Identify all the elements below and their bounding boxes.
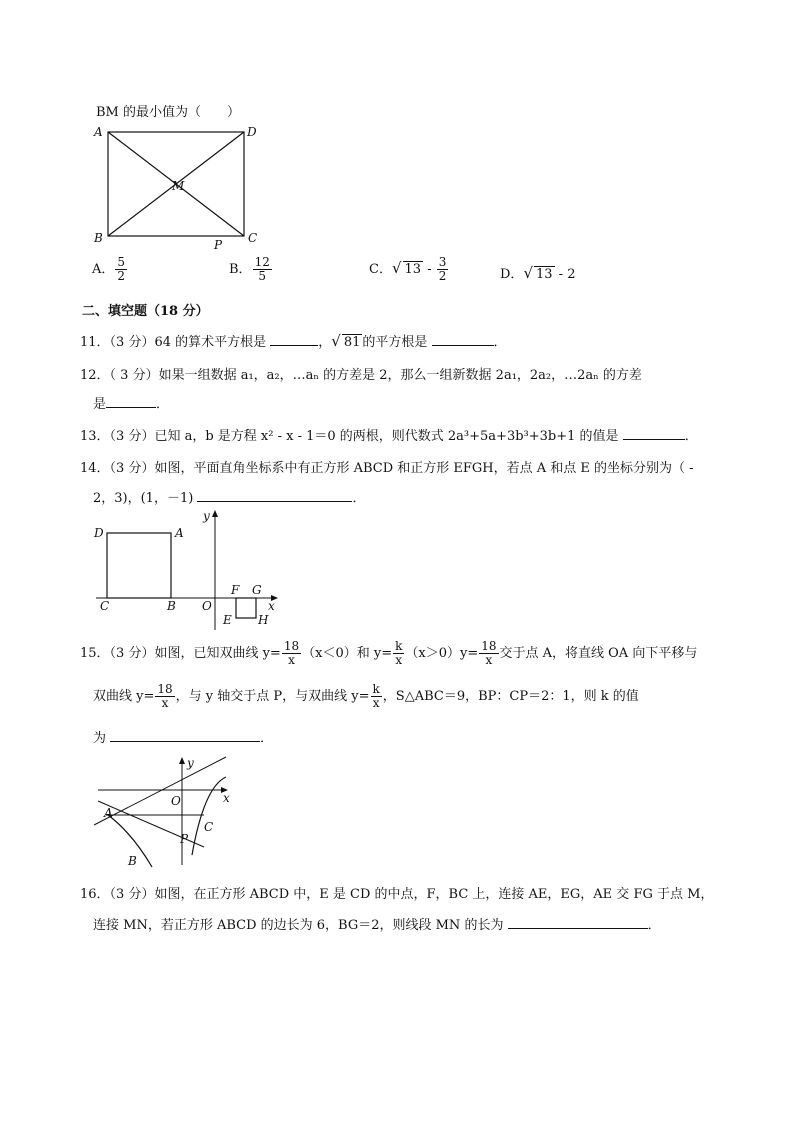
q15-hyperbola-figure — [92, 755, 242, 870]
square-abcd — [107, 533, 171, 598]
label-D: D — [247, 125, 257, 139]
q16-blank — [508, 916, 648, 929]
q12-line1: 12．（ 3 分）如果一组数据 a₁，a₂，…aₙ 的方差是 2，那么一组新数据 2a₁，2a₂，…2aₙ 的方差 — [80, 368, 642, 383]
line-bc — [98, 801, 204, 847]
label-H: H — [258, 613, 269, 627]
label-y: y — [203, 509, 210, 523]
q16-line1: 16．（3 分）如图，在正方形 ABCD 中，E 是 CD 的中点，F，BC 上，连接 AE，EG，AE 交 FG 于点 M， — [80, 887, 714, 902]
q14-coordinate-figure — [90, 506, 290, 634]
q10-rectangle-figure — [88, 118, 263, 250]
label-C: C — [100, 599, 110, 613]
label-M: M — [172, 179, 185, 193]
label-O: O — [171, 794, 181, 808]
q11-blank-1 — [270, 333, 318, 346]
q12-blank — [106, 395, 156, 408]
label-y: y — [187, 756, 194, 770]
label-A: A — [175, 526, 184, 540]
label-A: A — [104, 806, 113, 820]
q15-line2: 双曲线 y= $\frac{18}{x}$ ，与 y 轴交于点 P，与双曲线 y= $\frac{k}{x}$ ，S△ABC＝9，BP：CP＝2：1，则 k 的值 — [93, 682, 639, 710]
label-x: x — [268, 599, 275, 613]
q12-line2: 是 ． — [93, 397, 170, 412]
q11: 11．（3 分）64 的算术平方根是 ，√ 81 的平方根是 ． — [80, 332, 507, 350]
q10-option-b: B． $\frac{12}{5}$ — [229, 255, 270, 283]
label-E: E — [223, 613, 232, 627]
label-P: P — [180, 832, 189, 846]
section-title: 二、填空题（18 分） — [82, 304, 209, 319]
q14-line1: 14．（3 分）如图，平面直角坐标系中有正方形 ABCD 和正方形 EFGH，若点 A 和点 E 的坐标分别为（ - — [80, 461, 694, 476]
label-D: D — [94, 526, 104, 540]
y-axis-arrow — [179, 757, 185, 764]
q11-blank-2 — [432, 333, 494, 346]
label-C: C — [248, 231, 258, 245]
q15-blank — [110, 729, 260, 742]
q16-line2: 连接 MN，若正方形 ABCD 的边长为 6，BG＝2，则线段 MN 的长为 ． — [93, 918, 661, 933]
hyperbola-right — [192, 777, 226, 855]
square-efgh — [236, 598, 256, 618]
q13-blank — [623, 427, 685, 440]
label-B: B — [167, 599, 176, 613]
q10-option-a: A． $\frac{5}{2}$ — [92, 255, 126, 283]
q15-line1: 15．（3 分）如图，已知双曲线 y= $\frac{18}{x}$ （x＜0）和 y= $\frac{k}{x}$ （x＞0）y= $\frac{18}{x}$ 交于点 A，将直线 OA 向下平移与 — [80, 639, 698, 667]
label-F: F — [231, 583, 240, 597]
label-C: C — [204, 820, 214, 834]
label-O: O — [202, 599, 212, 613]
y-axis-arrow — [212, 510, 218, 517]
label-P: P — [214, 238, 223, 250]
q10-option-d: D．√ 13 - 2 — [500, 264, 576, 282]
label-B: B — [94, 231, 103, 245]
label-x: x — [223, 791, 230, 805]
q14-blank — [197, 489, 352, 502]
label-B: B — [128, 854, 137, 868]
q10-text: BM 的最小值为（ ） — [96, 105, 240, 120]
q13: 13．（3 分）已知 a，b 是方程 x² - x - 1＝0 的两根，则代数式 2a³+5a+3b³+3b+1 的值是 ． — [80, 429, 698, 444]
q14-line2: 2，3)，(1，－1) ． — [93, 491, 366, 506]
label-A: A — [94, 125, 103, 139]
q10-option-c: C．√ 13 - $\frac{3}{2}$ — [369, 255, 447, 283]
label-G: G — [252, 583, 262, 597]
q15-line3: 为 ． — [93, 731, 274, 746]
